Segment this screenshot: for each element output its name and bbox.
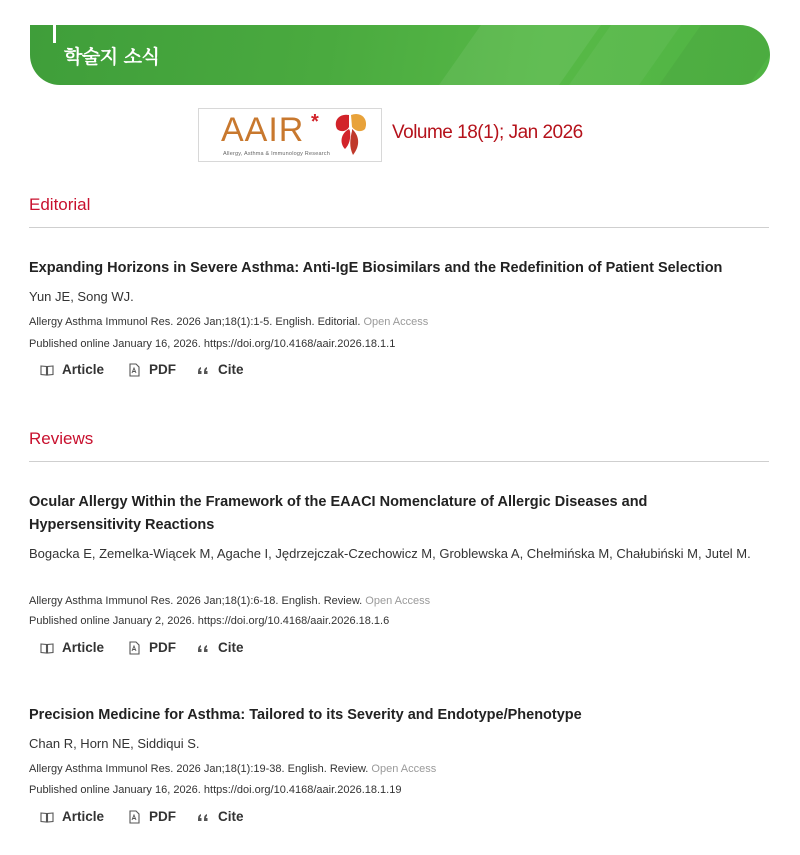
open-access-label: Open Access — [371, 763, 437, 775]
article-button[interactable]: Article — [40, 362, 127, 377]
open-book-icon — [40, 810, 54, 824]
article-citation: Allergy Asthma Immunol Res. 2026 Jan;18(1):19-38. English. Review. Open Access — [29, 763, 437, 775]
open-book-icon — [40, 641, 54, 655]
article-actions — [40, 809, 256, 824]
banner-accent-bar — [53, 24, 56, 43]
section-divider — [29, 227, 769, 228]
logo-wordmark: AAIR — [221, 111, 305, 149]
article-published-info: Published online January 16, 2026. https://doi.org/10.4168/aair.2026.18.1.19 — [29, 784, 402, 796]
pdf-file-icon — [127, 810, 141, 824]
article-published-info: Published online January 2, 2026. https://doi.org/10.4168/aair.2026.18.1.6 — [29, 615, 390, 627]
article-authors: Bogacka E, Zemelka-Wiącek M, Agache I, Jędrzejczak-Czechowicz M, Groblewska A, Chełmińska M, Chałubiński M, Jutel M. — [29, 546, 751, 561]
pdf-file-icon — [127, 641, 141, 655]
pdf-file-icon — [127, 363, 141, 377]
journal-logo[interactable] — [198, 108, 382, 162]
pdf-button[interactable]: PDF — [127, 362, 196, 377]
cite-button[interactable]: Cite — [196, 640, 256, 655]
quote-icon — [196, 641, 210, 655]
section-heading-reviews: Reviews — [29, 429, 94, 448]
section-divider — [29, 461, 769, 462]
article-citation: Allergy Asthma Immunol Res. 2026 Jan;18(1):1-5. English. Editorial. Open Access — [29, 316, 429, 328]
banner-title: 학술지 소식 — [64, 46, 160, 68]
logo-subtitle: Allergy, Asthma & Immunology Research — [223, 151, 330, 157]
quote-icon — [196, 810, 210, 824]
open-access-label: Open Access — [363, 316, 429, 328]
open-book-icon — [40, 363, 54, 377]
article-actions — [40, 362, 256, 377]
open-access-label: Open Access — [365, 595, 431, 607]
logo-star: * — [311, 111, 319, 133]
section-heading-editorial: Editorial — [29, 195, 91, 214]
pdf-button[interactable]: PDF — [127, 640, 196, 655]
article-authors: Chan R, Horn NE, Siddiqui S. — [29, 736, 200, 751]
cite-button[interactable]: Cite — [196, 809, 256, 824]
article-authors: Yun JE, Song WJ. — [29, 289, 134, 304]
article-published-info: Published online January 16, 2026. https://doi.org/10.4168/aair.2026.18.1.1 — [29, 338, 396, 350]
article-button[interactable]: Article — [40, 640, 127, 655]
article-citation: Allergy Asthma Immunol Res. 2026 Jan;18(1):6-18. English. Review. Open Access — [29, 595, 431, 607]
article-title-link[interactable]: Ocular Allergy Within the Framework of the EAACI Nomenclature of Allergic Diseases and Hypersensitivity Reactions — [29, 494, 648, 533]
article-title-link[interactable]: Expanding Horizons in Severe Asthma: Anti-IgE Biosimilars and the Redefinition of Patient Selection — [29, 260, 723, 276]
cite-button[interactable]: Cite — [196, 362, 256, 377]
article-button[interactable]: Article — [40, 809, 127, 824]
quote-icon — [196, 363, 210, 377]
butterfly-icon — [329, 111, 373, 159]
volume-issue-link[interactable]: Volume 18(1); Jan 2026 — [392, 122, 583, 143]
article-title-link[interactable]: Precision Medicine for Asthma: Tailored to its Severity and Endotype/Phenotype — [29, 707, 582, 723]
pdf-button[interactable]: PDF — [127, 809, 196, 824]
article-actions — [40, 640, 256, 655]
